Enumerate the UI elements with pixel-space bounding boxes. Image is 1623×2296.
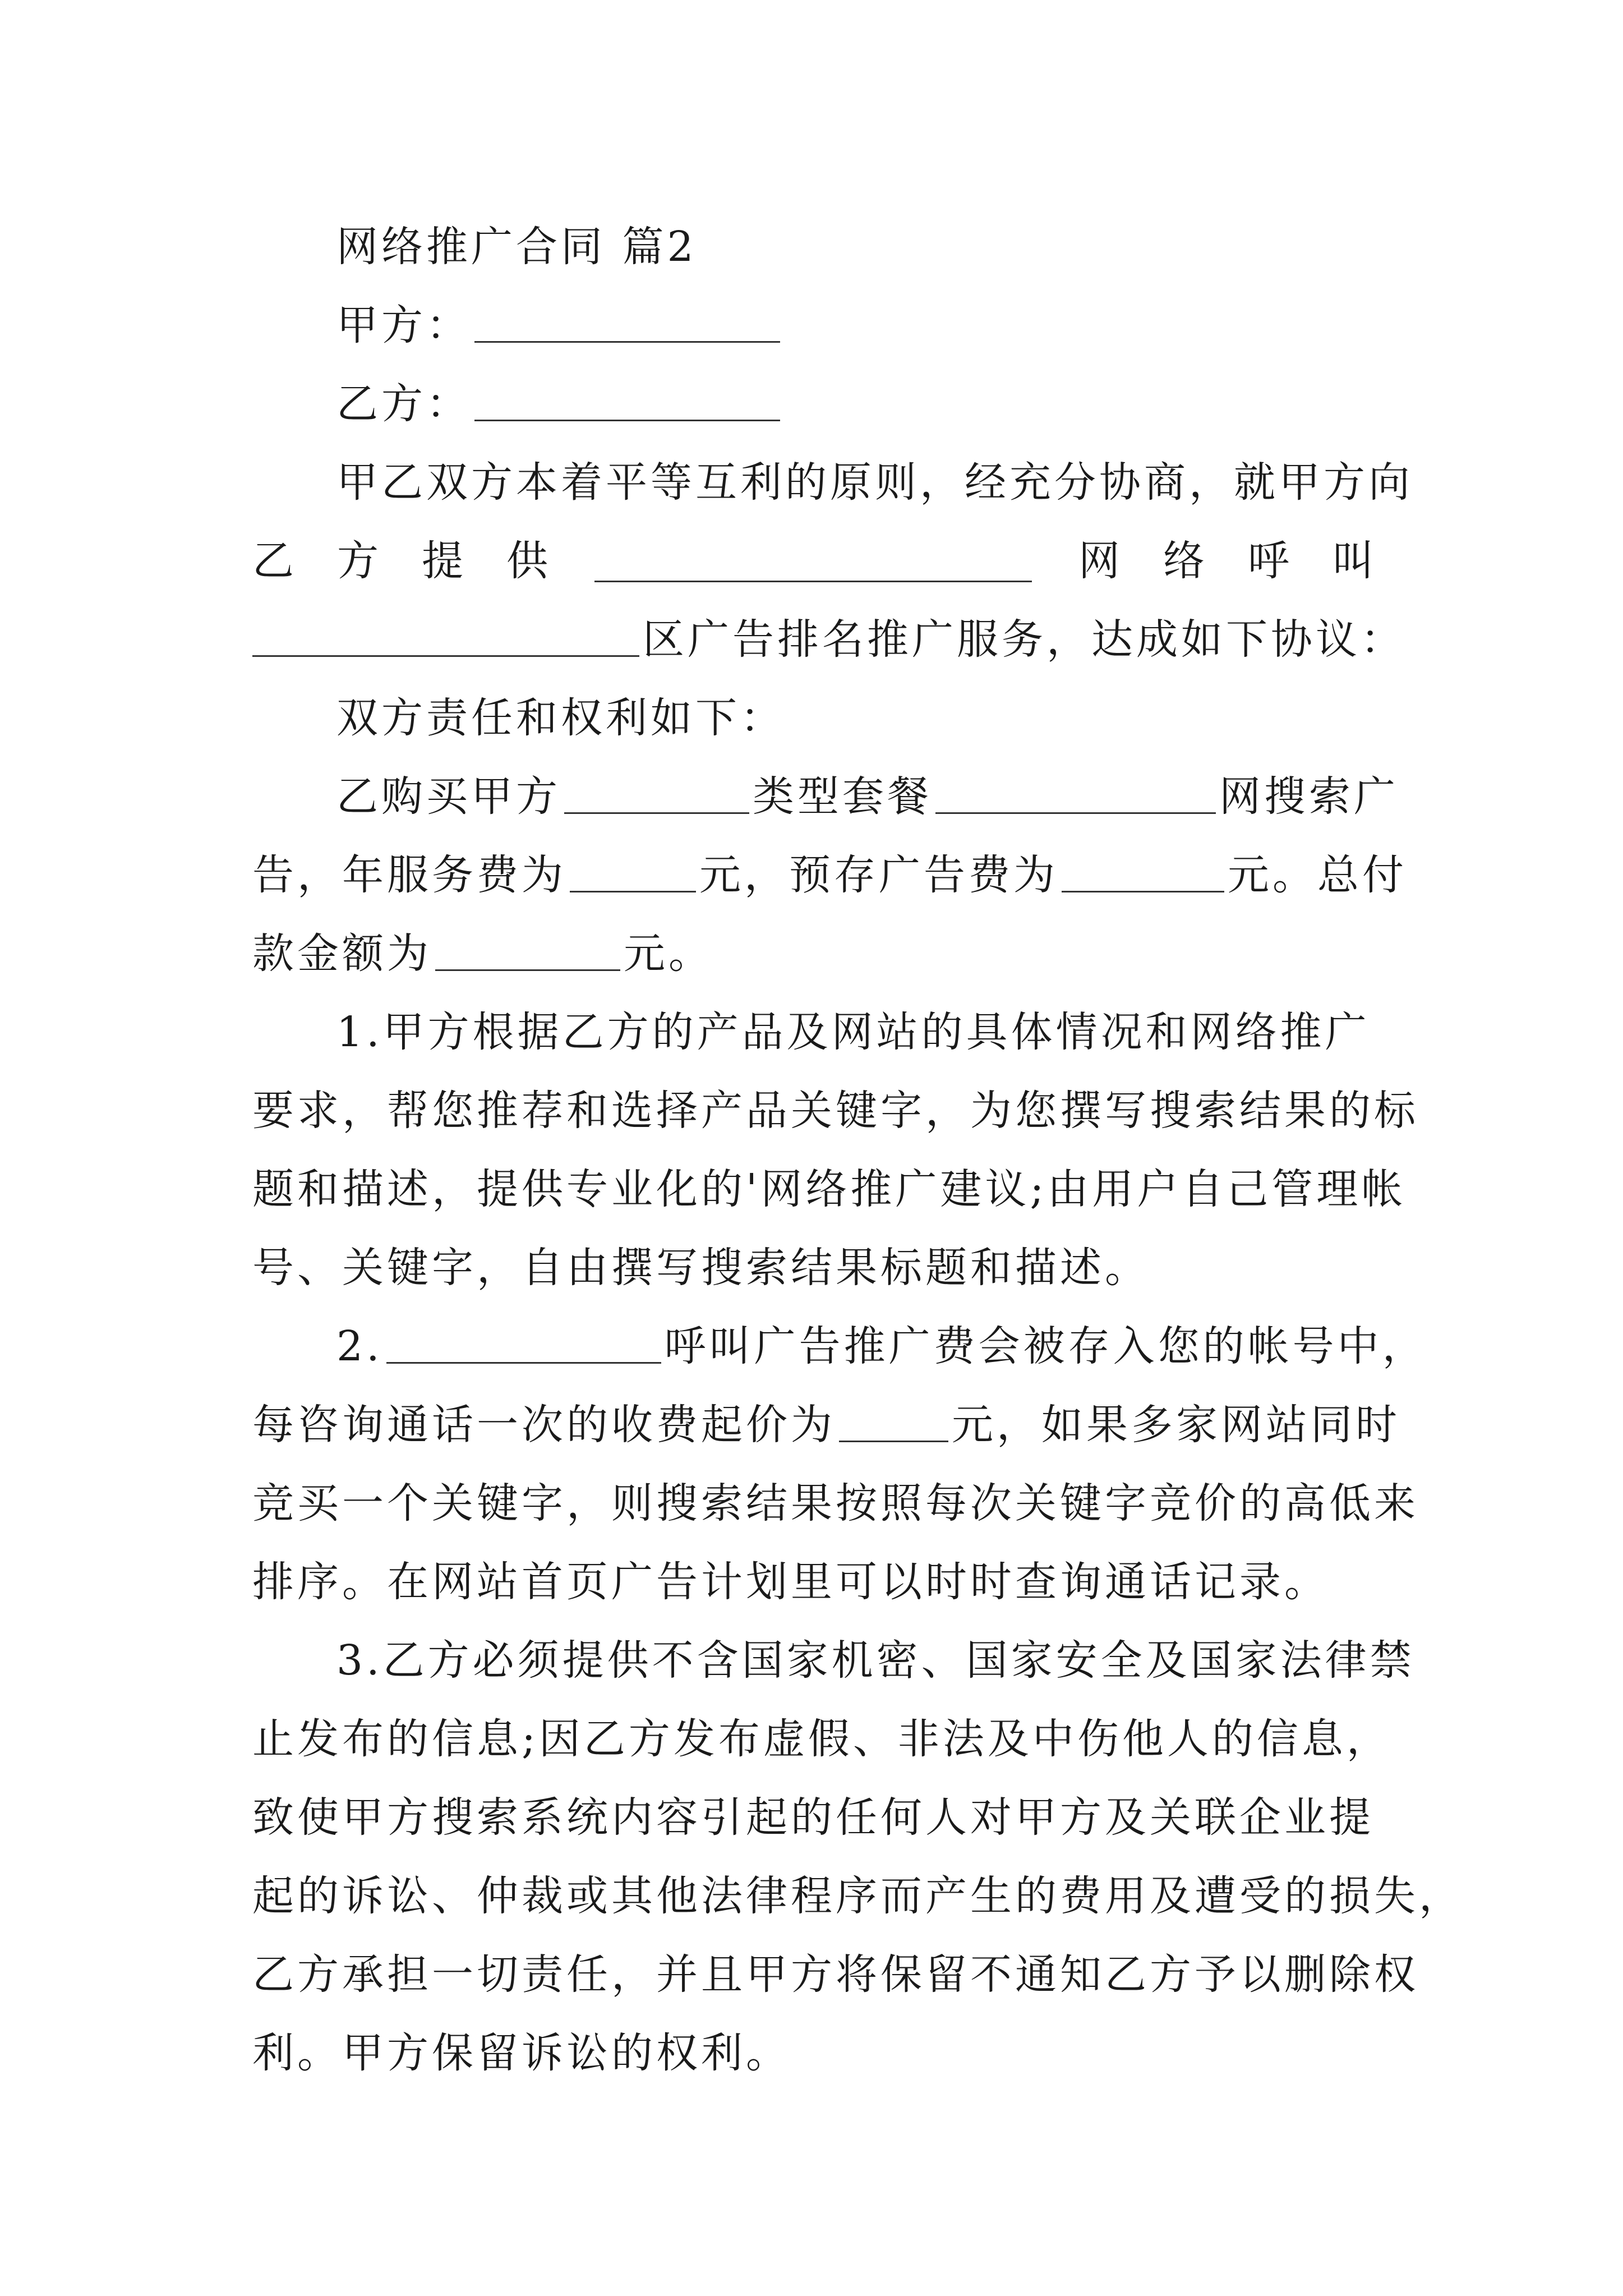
item1-line-2: 要求，帮您推荐和选择产品关键字，为您撰写搜索结果的标 [252,1087,1419,1135]
purchase-text: 告，年服务费为 [252,851,566,899]
intro-char: 供 [506,537,548,585]
purchase-line-3 [252,914,1374,993]
item3-line-4: 起的诉讼、仲裁或其他法律程序而产生的费用及遭受的损失， [252,1872,1464,1920]
item2-line-4: 排序。在网站首页广告计划里可以时时查询通话记录。 [252,1558,1329,1606]
intro-char: 提 [422,537,463,585]
starting-price-blank [839,1400,948,1442]
intro-char: 络 [1163,537,1205,585]
item1-line-1: 1.甲方根据乙方的产品及网站的具体情况和网络推广 [336,1008,1370,1056]
item3-line-5: 乙方承担一切责任，并且甲方将保留不通知乙方予以删除权 [252,1950,1419,1999]
service-name-blank [594,540,1032,582]
rights-heading: 双方责任和权利如下： [336,694,785,742]
intro-char: 网 [1078,537,1120,585]
intro-line-3-text: 区广告排名推广服务，达成如下协议： [643,615,1405,664]
purchase-line-1 [336,757,1458,836]
item1-line-4: 号、关键字，自由撰写搜索结果标题和描述。 [252,1244,1150,1292]
party-a-line [336,286,1458,365]
platform-blank [386,1322,661,1364]
intro-char: 方 [337,537,379,585]
type-blank [564,772,749,814]
party-a-blank [474,301,780,343]
party-a-label: 甲方： [336,301,471,349]
item2-line-2 [252,1386,1400,1464]
intro-line-3 [252,600,1405,679]
purchase-text: 元。总付 [1228,851,1407,899]
item2-line-1 [336,1307,1458,1386]
party-b-blank [474,379,780,421]
item2-number: 2. [336,1322,383,1370]
item3-line-1: 3.乙方必须提供不含国家机密、国家安全及国家法律禁 [336,1636,1415,1685]
item3-line-3: 致使甲方搜索系统内容引起的任何人对甲方及关联企业提 [252,1793,1374,1842]
intro-char: 叫 [1332,537,1374,585]
purchase-text: 元，预存广告费为 [699,851,1058,899]
party-b-label: 乙方： [336,380,471,428]
total-amount-blank [435,929,620,971]
party-b-line [336,365,1458,443]
annual-fee-blank [570,850,696,892]
intro-line-2 [252,522,1374,600]
prepaid-fee-blank [1062,850,1224,892]
item1-line-3: 题和描述，提供专业化的'网络推广建议;由用户自己管理帐 [252,1165,1407,1213]
intro-char: 乙 [252,537,294,585]
intro-char: 呼 [1248,537,1289,585]
purchase-text: 元。 [624,930,713,978]
item2-text: 呼叫广告推广费会被存入您的帐号中， [664,1322,1427,1370]
item2-text: 每咨询通话一次的收费起价为 [252,1401,836,1449]
purchase-text: 类型套餐 [753,772,932,821]
item3-line-2: 止发布的信息;因乙方发布虚假、非法及中伤他人的信息， [252,1715,1391,1763]
area-blank [252,615,639,657]
item3-line-6: 利。甲方保留诉讼的权利。 [252,2029,791,2077]
purchase-text: 款金额为 [252,930,432,978]
purchase-text: 网搜索广 [1219,772,1399,821]
item2-line-3: 竞买一个关键字，则搜索结果按照每次关键字竞价的高低来 [252,1479,1419,1527]
package-blank [935,772,1216,814]
intro-line-1: 甲乙双方本着平等互利的原则，经充分协商，就甲方向 [336,458,1413,507]
item2-text: 元，如果多家网站同时 [952,1401,1400,1449]
document-title: 网络推广合同 篇2 [336,223,697,271]
purchase-line-2 [252,836,1407,914]
purchase-text: 乙购买甲方 [336,772,561,821]
